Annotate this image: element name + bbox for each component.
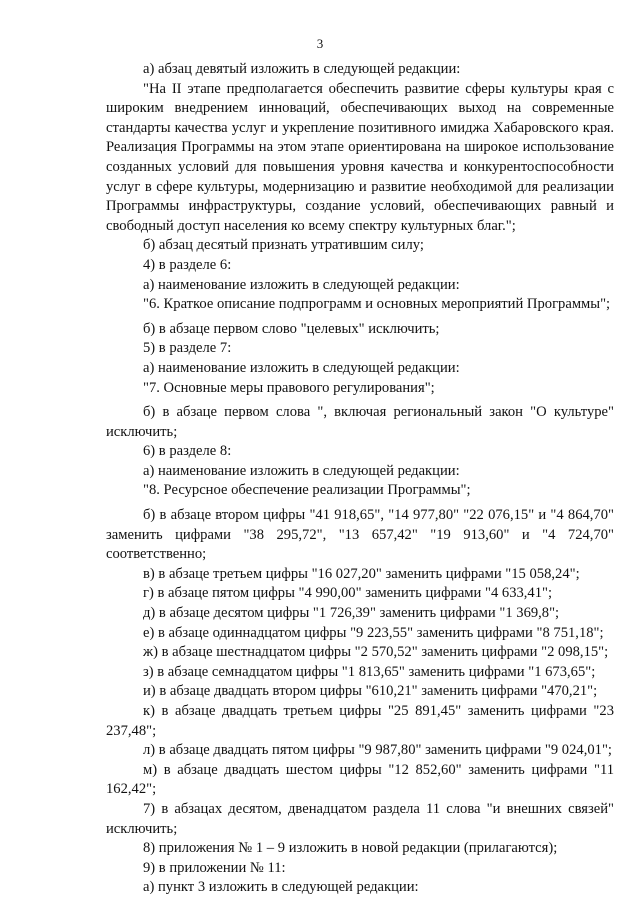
paragraph: и) в абзаце двадцать втором цифры "610,21" заменить цифрами "470,21"; [143, 683, 598, 700]
paragraph: а) наименование изложить в следующей редакции: [143, 359, 460, 376]
paragraph: з) в абзаце семнадцатом цифры "1 813,65" заменить цифрами "1 673,65"; [143, 663, 596, 680]
paragraph: м) в абзаце двадцать шестом цифры "12 852,60" заменить цифрами "11 162,42"; [106, 761, 614, 798]
paragraph: а) наименование изложить в следующей редакции: [143, 462, 460, 479]
paragraph: 9) в приложении № 11: [143, 859, 286, 876]
paragraph: 4) в разделе 6: [143, 256, 232, 273]
paragraph: б) в абзаце втором цифры "41 918,65", "14 977,80" "22 076,15" и "4 864,70" заменить цифрами "38 295,72", "13 657,42" "19 913,60" и "4 724,70" соответственно; [106, 507, 614, 563]
paragraph: б) абзац десятый признать утратившим силу; [143, 237, 424, 254]
document-body [106, 60, 614, 898]
paragraph: к) в абзаце двадцать третьем цифры "25 891,45" заменить цифрами "23 237,48"; [106, 703, 614, 739]
heading-quote: "8. Ресурсное обеспечение реализации Программы"; [143, 482, 471, 499]
paragraph: г) в абзаце пятом цифры "4 990,00" заменить цифрами "4 633,41"; [143, 585, 553, 602]
paragraph: д) в абзаце десятом цифры "1 726,39" заменить цифрами "1 369,8"; [143, 605, 560, 622]
paragraph: 6) в разделе 8: [143, 443, 232, 460]
paragraph: а) пункт 3 изложить в следующей редакции: [143, 879, 419, 896]
page-number: 3 [316, 36, 324, 51]
heading-quote: "7. Основные меры правового регулирования"; [143, 379, 435, 396]
paragraph: 5) в разделе 7: [143, 340, 232, 357]
paragraph: в) в абзаце третьем цифры "16 027,20" заменить цифрами "15 058,24"; [143, 565, 580, 582]
paragraph: 8) приложения № 1 – 9 изложить в новой редакции (прилагаются); [143, 840, 558, 857]
paragraph: а) наименование изложить в следующей редакции: [143, 276, 460, 293]
paragraph: ж) в абзаце шестнадцатом цифры "2 570,52" заменить цифрами "2 098,15"; [143, 644, 609, 661]
paragraph: е) в абзаце одиннадцатом цифры "9 223,55" заменить цифрами "8 751,18"; [143, 624, 604, 641]
paragraph: л) в абзаце двадцать пятом цифры "9 987,80" заменить цифрами "9 024,01"; [143, 742, 612, 759]
quoted-paragraph: "На II этапе предполагается обеспечить развитие сферы культуры края с широким внедрением инноваций, обеспечивающих выход на современные стандарты качества услуг и укрепление позитивного имиджа Хабаровского края. Реализация Программы на этом этапе ориентирована на широкое использование созданных условий для повышения уровня качества и конкурентоспособности услуг в сфере культуры, модернизацию и развитие необходимой для реализации Программы инфраструктуры, создание условий, обеспечивающих равный и свободный доступ населения ко всему спектру культурных благ."; [106, 80, 614, 234]
paragraph: а) абзац девятый изложить в следующей редакции: [143, 61, 461, 77]
paragraph: б) в абзаце первом слова ", включая региональный закон "О культуре" исключить; [106, 404, 614, 440]
paragraph: 7) в абзацах десятом, двенадцатом раздела 11 слова "и внешних связей" исключить; [106, 800, 614, 837]
heading-quote: "6. Краткое описание подпрограмм и основных мероприятий Программы"; [143, 296, 611, 313]
paragraph: б) в абзаце первом слово "целевых" исключить; [143, 320, 440, 337]
